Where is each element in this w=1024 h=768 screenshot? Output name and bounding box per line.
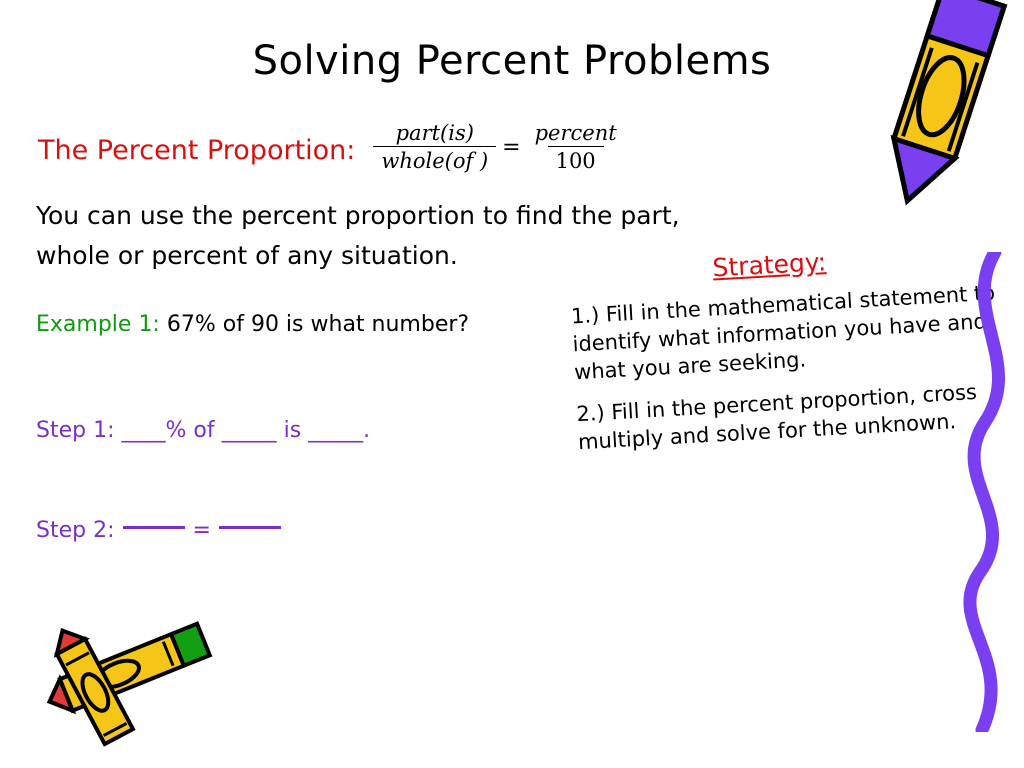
page-title: Solving Percent Problems [252,38,772,84]
fraction-right-numerator: percent [534,121,617,145]
percent-proportion-formula [373,122,624,172]
fraction-left [373,122,496,172]
strategy-item-2: 2.) Fill in the percent proportion, cross multiply and solve for the unknown. [575,379,978,455]
strategy-item-1: 1.) Fill in the mathematical statement to identify what information you have and what you are seeking. [570,280,996,385]
strategy-title: Strategy: [711,247,827,283]
crayon-cluster-icon [30,604,250,754]
percent-proportion-row [38,121,625,174]
fraction-left-denominator: whole(of ) [373,146,496,172]
fraction-left-numerator: part(is) [395,121,474,145]
fraction-right [527,122,625,172]
step-2-blank-right [219,526,281,529]
body-paragraph: You can use the percent proportion to find the part, whole or percent of any situation. [36,201,680,270]
example-question: 67% of 90 is what number? [166,312,470,337]
crayon-purple-yellow-icon [838,0,1024,250]
step-1-line: Step 1: ____% of _____ is _____. [36,418,371,443]
formula-equals-sign: = [502,134,521,160]
fraction-right-denominator: 100 [548,146,604,172]
step-2-blank-left [123,526,185,529]
purple-squiggle-icon [940,252,1024,732]
step-2-line [36,518,289,543]
step-2-label: Step 2: [36,518,115,543]
step-2-equals-sign: = [192,518,211,543]
example-label: Example 1: [36,312,160,337]
example-line [36,312,469,337]
percent-proportion-label: The Percent Proportion: [38,134,356,166]
